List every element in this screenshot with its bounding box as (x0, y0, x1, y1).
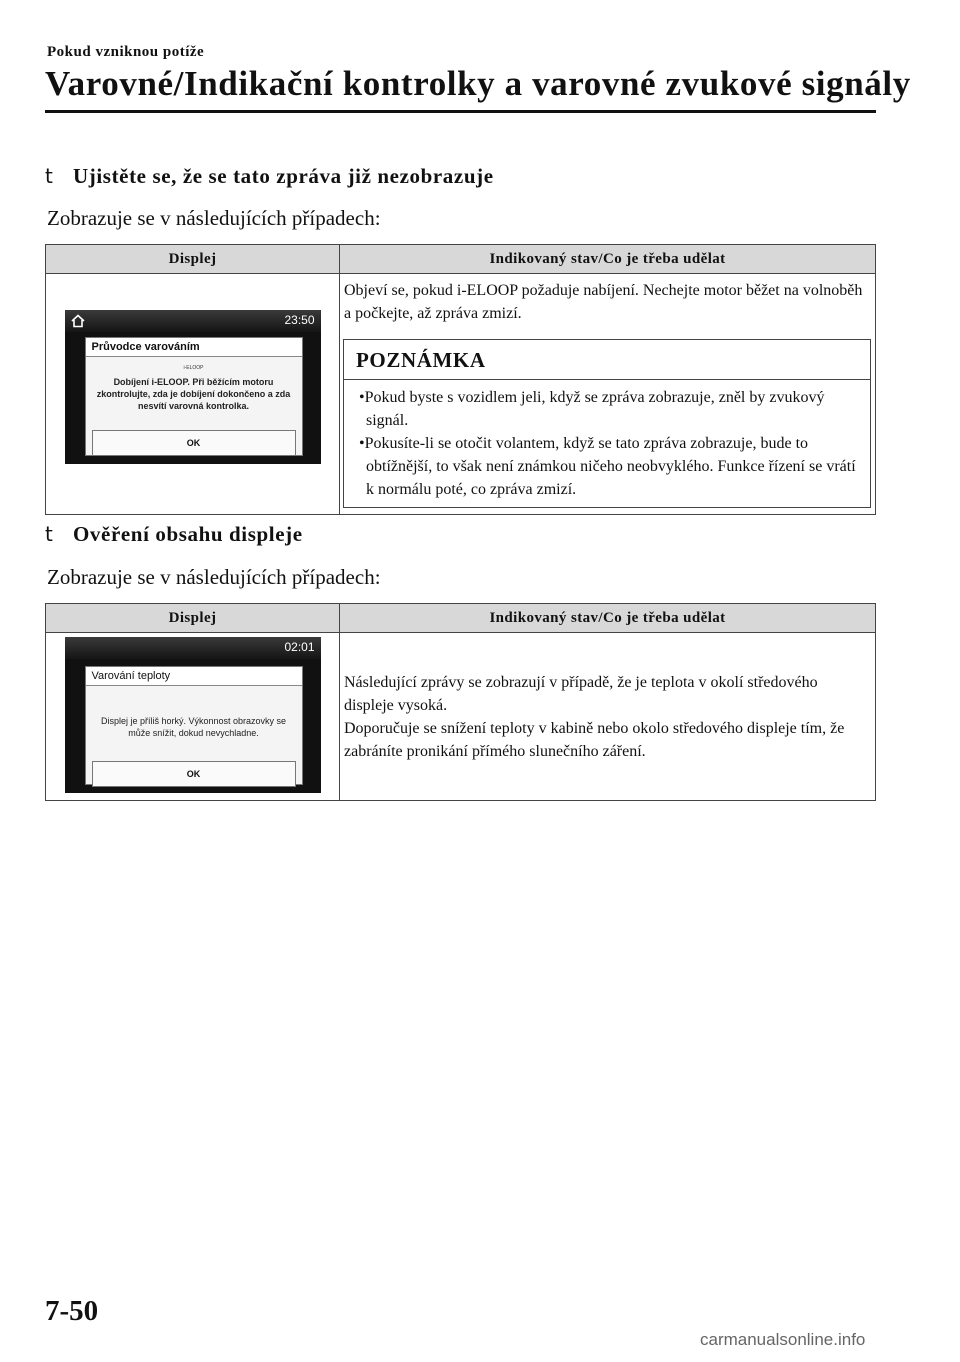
section-heading-text: Ověření obsahu displeje (73, 522, 303, 546)
section-heading-text: Ujistěte se, že se tato zpráva již nezobrazuje (73, 164, 494, 188)
screen-clock: 23:50 (284, 313, 315, 327)
screen-status-bar (65, 637, 321, 659)
warning-dialog (85, 337, 303, 456)
section-heading-eloop (45, 164, 494, 189)
section-intro: Zobrazuje se v následujících případech: (47, 206, 381, 230)
status-cell (340, 633, 876, 801)
info-table-eloop (45, 244, 876, 515)
note-item: •Pokud byste s vozidlem jeli, když se zpráva zobrazuje, zněl by zvukový signál. (359, 389, 825, 429)
section-intro: Zobrazuje se v následujících případech: (47, 565, 381, 589)
display-cell (46, 274, 340, 515)
page-title: Varovné/Indikační kontrolky a varovné zvukové signály (45, 64, 911, 103)
status-text: Objeví se, pokud i-ELOOP požaduje nabíjení. Nechejte motor běžet na volnoběh a počkejte, až zpráva zmizí. (344, 282, 863, 322)
dialog-ok-button[interactable]: OK (92, 430, 296, 456)
watermark: carmanualsonline.info (700, 1330, 866, 1349)
section-bullet-icon: t (45, 164, 54, 188)
column-header-status: Indikovaný stav/Co je třeba udělat (340, 245, 876, 274)
note-box (343, 339, 871, 508)
status-text (340, 671, 875, 763)
home-icon (71, 314, 85, 328)
title-rule (45, 110, 876, 113)
screen-status-bar (65, 310, 321, 332)
dialog-ok-button[interactable]: OK (92, 761, 296, 787)
dialog-small-label: i-ELOOP (183, 365, 204, 371)
screen-image-temperature (65, 637, 321, 793)
dialog-message: Displej je příliš horký. Výkonnost obrazovky se může snížit, dokud nevychladne. (100, 716, 287, 738)
screen-image-eloop (65, 310, 321, 464)
dialog-title: Varování teploty (86, 667, 302, 686)
status-line: Doporučuje se snížení teploty v kabině nebo okolo středového displeje tím, že zabráníte pronikání přímého slunečního záření. (344, 719, 845, 760)
column-header-display: Displej (46, 245, 340, 274)
dialog-title: Průvodce varováním (86, 338, 302, 357)
note-item: •Pokusíte-li se otočit volantem, když se tato zpráva zobrazuje, bude to obtížnější, to však není známkou ničeho neobvyklého. Funkce řízení se vrátí k normálu poté, co zpráva zmizí. (359, 435, 856, 498)
status-cell (340, 274, 876, 515)
dialog-message: Dobíjení i-ELOOP. Při běžícím motoru zkontrolujte, zda je dobíjení dokončeno a zda nesvítí varovná kontrolka. (96, 377, 291, 411)
chapter-label: Pokud vzniknou potíže (47, 44, 205, 60)
note-body (344, 380, 870, 507)
section-heading-display (45, 522, 303, 547)
screen-clock: 02:01 (284, 640, 315, 654)
warning-dialog (85, 666, 303, 785)
display-cell (46, 633, 340, 801)
column-header-status: Indikovaný stav/Co je třeba udělat (340, 604, 876, 633)
status-line: Následující zprávy se zobrazují v případě, že je teplota v okolí středového displeje vysoká. (344, 673, 818, 714)
note-title: POZNÁMKA (344, 340, 870, 380)
info-table-display (45, 603, 876, 801)
section-bullet-icon: t (45, 522, 54, 546)
page-number: 7-50 (45, 1295, 99, 1327)
column-header-display: Displej (46, 604, 340, 633)
